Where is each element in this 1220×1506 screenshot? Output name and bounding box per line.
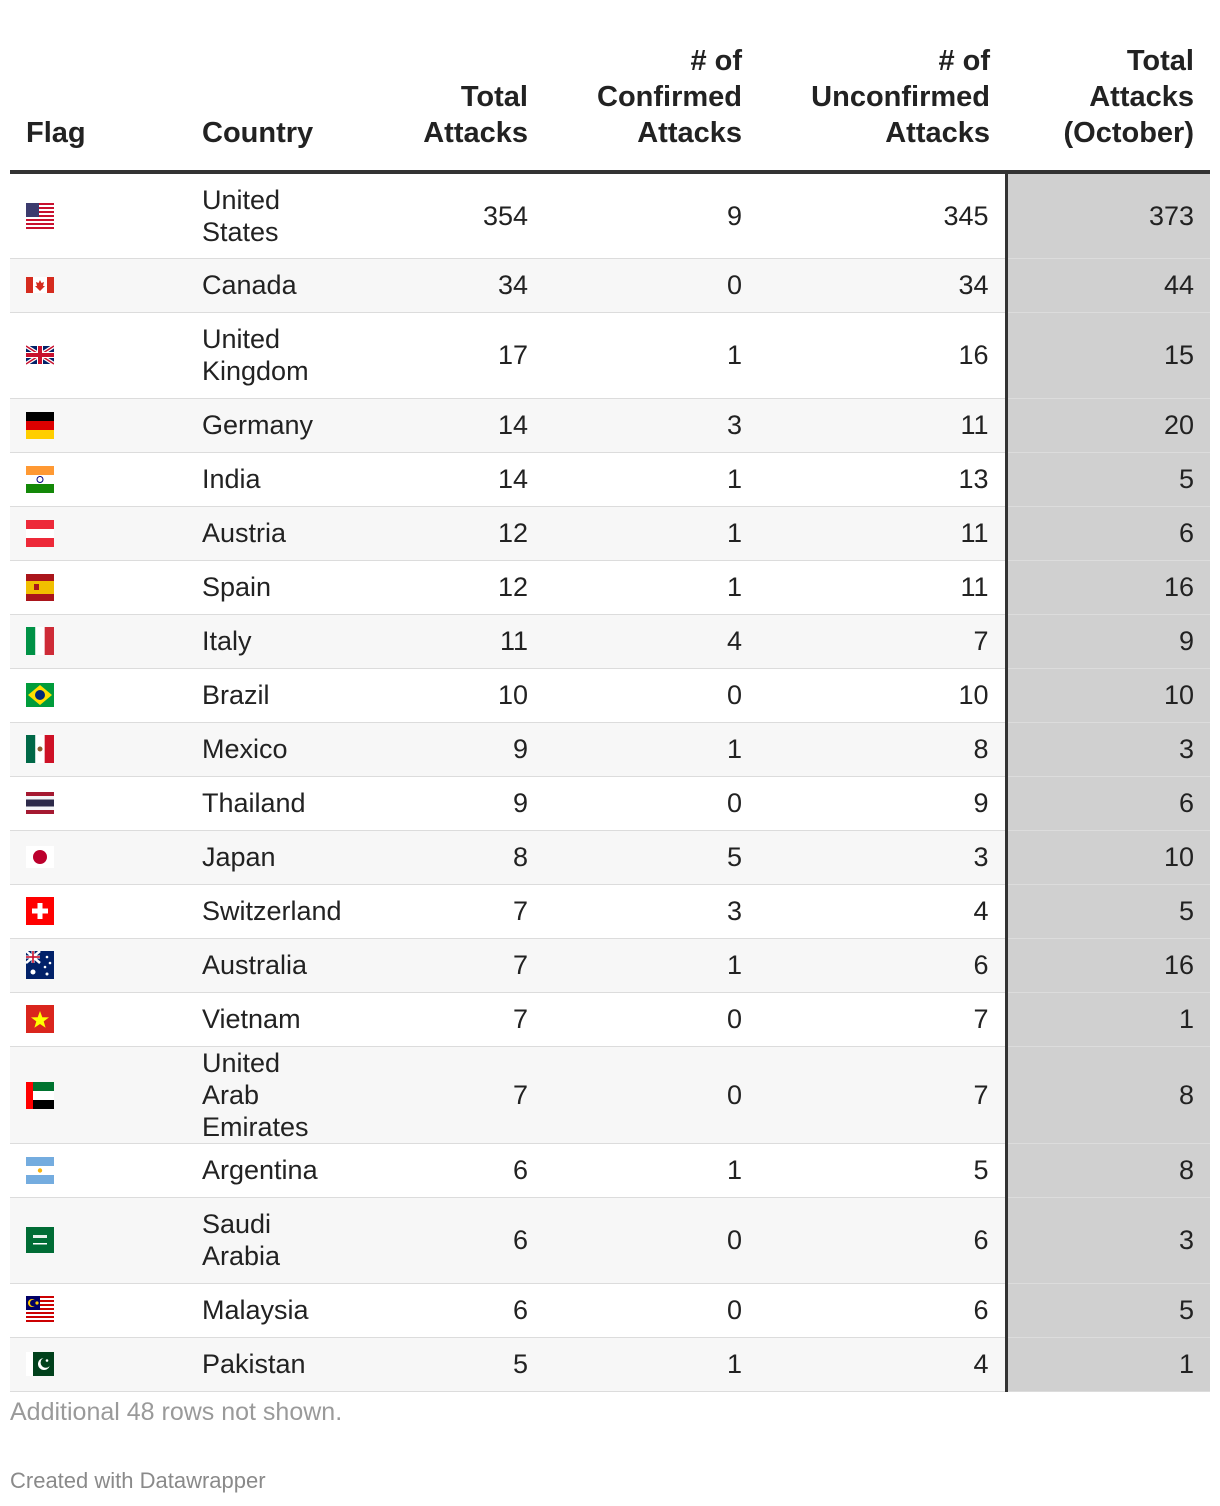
confirmed-attacks-cell: 1 bbox=[544, 506, 758, 560]
country-cell: Mexico bbox=[186, 722, 386, 776]
unconfirmed-attacks-cell: 6 bbox=[758, 1283, 1006, 1337]
flag-cell bbox=[10, 614, 186, 668]
october-attacks-cell: 44 bbox=[1006, 258, 1210, 312]
flag-cell bbox=[10, 992, 186, 1046]
october-attacks-cell: 9 bbox=[1006, 614, 1210, 668]
ae-flag-icon bbox=[26, 1081, 54, 1109]
table-row bbox=[10, 1143, 1210, 1197]
total-attacks-cell: 7 bbox=[386, 938, 544, 992]
country-cell: Argentina bbox=[186, 1143, 386, 1197]
october-attacks-cell: 3 bbox=[1006, 1197, 1210, 1283]
october-attacks-cell: 20 bbox=[1006, 398, 1210, 452]
total-attacks-cell: 7 bbox=[386, 884, 544, 938]
country-cell: Saudi Arabia bbox=[186, 1197, 386, 1283]
confirmed-attacks-cell: 4 bbox=[544, 614, 758, 668]
in-flag-icon bbox=[26, 465, 54, 493]
unconfirmed-attacks-cell: 11 bbox=[758, 506, 1006, 560]
flag-cell bbox=[10, 776, 186, 830]
unconfirmed-attacks-cell: 7 bbox=[758, 1046, 1006, 1143]
confirmed-attacks-cell: 5 bbox=[544, 830, 758, 884]
confirmed-attacks-cell: 0 bbox=[544, 1197, 758, 1283]
unconfirmed-attacks-cell: 4 bbox=[758, 884, 1006, 938]
jp-flag-icon bbox=[26, 843, 54, 871]
country-cell: United Arab Emirates bbox=[186, 1046, 386, 1143]
flag-cell bbox=[10, 938, 186, 992]
table-row bbox=[10, 614, 1210, 668]
total-attacks-cell: 17 bbox=[386, 312, 544, 398]
table-row bbox=[10, 1283, 1210, 1337]
october-attacks-cell: 10 bbox=[1006, 668, 1210, 722]
total-attacks-cell: 34 bbox=[386, 258, 544, 312]
header-country[interactable]: Country bbox=[186, 0, 386, 172]
gb-flag-icon bbox=[26, 341, 54, 369]
unconfirmed-attacks-cell: 6 bbox=[758, 938, 1006, 992]
flag-cell bbox=[10, 312, 186, 398]
october-attacks-cell: 16 bbox=[1006, 560, 1210, 614]
flag-cell bbox=[10, 452, 186, 506]
flag-cell bbox=[10, 398, 186, 452]
country-cell: Brazil bbox=[186, 668, 386, 722]
october-attacks-cell: 8 bbox=[1006, 1143, 1210, 1197]
attacks-table bbox=[10, 0, 1210, 1392]
total-attacks-cell: 5 bbox=[386, 1337, 544, 1391]
table-row bbox=[10, 776, 1210, 830]
ch-flag-icon bbox=[26, 897, 54, 925]
total-attacks-cell: 14 bbox=[386, 452, 544, 506]
flag-cell bbox=[10, 1337, 186, 1391]
october-attacks-cell: 5 bbox=[1006, 884, 1210, 938]
flag-cell bbox=[10, 172, 186, 258]
confirmed-attacks-cell: 1 bbox=[544, 312, 758, 398]
unconfirmed-attacks-cell: 8 bbox=[758, 722, 1006, 776]
unconfirmed-attacks-cell: 4 bbox=[758, 1337, 1006, 1391]
header-flag[interactable]: Flag bbox=[10, 0, 186, 172]
vn-flag-icon bbox=[26, 1005, 54, 1033]
confirmed-attacks-cell: 1 bbox=[544, 560, 758, 614]
confirmed-attacks-cell: 0 bbox=[544, 1046, 758, 1143]
country-cell: Thailand bbox=[186, 776, 386, 830]
confirmed-attacks-cell: 1 bbox=[544, 938, 758, 992]
confirmed-attacks-cell: 0 bbox=[544, 258, 758, 312]
table-row bbox=[10, 884, 1210, 938]
total-attacks-cell: 10 bbox=[386, 668, 544, 722]
mx-flag-icon bbox=[26, 735, 54, 763]
flag-cell bbox=[10, 560, 186, 614]
total-attacks-cell: 12 bbox=[386, 560, 544, 614]
october-attacks-cell: 15 bbox=[1006, 312, 1210, 398]
table-row bbox=[10, 992, 1210, 1046]
october-attacks-cell: 16 bbox=[1006, 938, 1210, 992]
october-attacks-cell: 10 bbox=[1006, 830, 1210, 884]
country-cell: Vietnam bbox=[186, 992, 386, 1046]
country-cell: Switzerland bbox=[186, 884, 386, 938]
th-flag-icon bbox=[26, 789, 54, 817]
rows-not-shown-note: Additional 48 rows not shown. bbox=[10, 1398, 343, 1426]
total-attacks-cell: 8 bbox=[386, 830, 544, 884]
unconfirmed-attacks-cell: 7 bbox=[758, 992, 1006, 1046]
total-attacks-cell: 6 bbox=[386, 1197, 544, 1283]
total-attacks-cell: 11 bbox=[386, 614, 544, 668]
au-flag-icon bbox=[26, 951, 54, 979]
unconfirmed-attacks-cell: 11 bbox=[758, 398, 1006, 452]
country-cell: Austria bbox=[186, 506, 386, 560]
total-attacks-cell: 7 bbox=[386, 1046, 544, 1143]
table-row bbox=[10, 1337, 1210, 1391]
flag-cell bbox=[10, 1197, 186, 1283]
table-row bbox=[10, 668, 1210, 722]
country-cell: Germany bbox=[186, 398, 386, 452]
total-attacks-cell: 9 bbox=[386, 722, 544, 776]
confirmed-attacks-cell: 3 bbox=[544, 398, 758, 452]
flag-cell bbox=[10, 722, 186, 776]
table-row bbox=[10, 1197, 1210, 1283]
confirmed-attacks-cell: 0 bbox=[544, 668, 758, 722]
ar-flag-icon bbox=[26, 1156, 54, 1184]
us-flag-icon bbox=[26, 202, 54, 230]
flag-cell bbox=[10, 258, 186, 312]
flag-cell bbox=[10, 1046, 186, 1143]
table-container bbox=[10, 0, 1210, 1392]
country-cell: Pakistan bbox=[186, 1337, 386, 1391]
country-cell: India bbox=[186, 452, 386, 506]
confirmed-attacks-cell: 1 bbox=[544, 452, 758, 506]
table-body bbox=[10, 172, 1210, 1391]
unconfirmed-attacks-cell: 13 bbox=[758, 452, 1006, 506]
table-row bbox=[10, 560, 1210, 614]
total-attacks-cell: 6 bbox=[386, 1143, 544, 1197]
confirmed-attacks-cell: 9 bbox=[544, 172, 758, 258]
table-row bbox=[10, 172, 1210, 258]
unconfirmed-attacks-cell: 7 bbox=[758, 614, 1006, 668]
flag-cell bbox=[10, 830, 186, 884]
table-row bbox=[10, 506, 1210, 560]
country-cell: Australia bbox=[186, 938, 386, 992]
total-attacks-cell: 12 bbox=[386, 506, 544, 560]
confirmed-attacks-cell: 1 bbox=[544, 1337, 758, 1391]
unconfirmed-attacks-cell: 9 bbox=[758, 776, 1006, 830]
at-flag-icon bbox=[26, 519, 54, 547]
confirmed-attacks-cell: 1 bbox=[544, 722, 758, 776]
country-cell: Canada bbox=[186, 258, 386, 312]
country-cell: Italy bbox=[186, 614, 386, 668]
br-flag-icon bbox=[26, 681, 54, 709]
october-attacks-cell: 8 bbox=[1006, 1046, 1210, 1143]
header-unconfirmed-attacks[interactable]: # of Unconfirmed Attacks bbox=[758, 0, 1006, 172]
unconfirmed-attacks-cell: 6 bbox=[758, 1197, 1006, 1283]
pk-flag-icon bbox=[26, 1350, 54, 1378]
de-flag-icon bbox=[26, 411, 54, 439]
october-attacks-cell: 6 bbox=[1006, 776, 1210, 830]
flag-cell bbox=[10, 668, 186, 722]
unconfirmed-attacks-cell: 5 bbox=[758, 1143, 1006, 1197]
country-cell: Japan bbox=[186, 830, 386, 884]
unconfirmed-attacks-cell: 16 bbox=[758, 312, 1006, 398]
it-flag-icon bbox=[26, 627, 54, 655]
unconfirmed-attacks-cell: 11 bbox=[758, 560, 1006, 614]
total-attacks-cell: 9 bbox=[386, 776, 544, 830]
october-attacks-cell: 3 bbox=[1006, 722, 1210, 776]
total-attacks-cell: 7 bbox=[386, 992, 544, 1046]
country-cell: United Kingdom bbox=[186, 312, 386, 398]
ca-flag-icon bbox=[26, 271, 54, 299]
unconfirmed-attacks-cell: 10 bbox=[758, 668, 1006, 722]
total-attacks-cell: 6 bbox=[386, 1283, 544, 1337]
country-cell: Malaysia bbox=[186, 1283, 386, 1337]
table-row bbox=[10, 452, 1210, 506]
confirmed-attacks-cell: 0 bbox=[544, 992, 758, 1046]
confirmed-attacks-cell: 3 bbox=[544, 884, 758, 938]
es-flag-icon bbox=[26, 573, 54, 601]
table-row bbox=[10, 312, 1210, 398]
table-row bbox=[10, 938, 1210, 992]
header-confirmed-attacks[interactable]: # of Confirmed Attacks bbox=[544, 0, 758, 172]
october-attacks-cell: 5 bbox=[1006, 1283, 1210, 1337]
flag-cell bbox=[10, 506, 186, 560]
total-attacks-cell: 354 bbox=[386, 172, 544, 258]
table-row bbox=[10, 830, 1210, 884]
flag-cell bbox=[10, 1143, 186, 1197]
header-total-attacks[interactable]: Total Attacks bbox=[386, 0, 544, 172]
table-row bbox=[10, 722, 1210, 776]
table-row bbox=[10, 1046, 1210, 1143]
flag-cell bbox=[10, 1283, 186, 1337]
unconfirmed-attacks-cell: 34 bbox=[758, 258, 1006, 312]
october-attacks-cell: 373 bbox=[1006, 172, 1210, 258]
october-attacks-cell: 1 bbox=[1006, 992, 1210, 1046]
country-cell: United States bbox=[186, 172, 386, 258]
flag-cell bbox=[10, 884, 186, 938]
country-cell: Spain bbox=[186, 560, 386, 614]
sa-flag-icon bbox=[26, 1226, 54, 1254]
total-attacks-cell: 14 bbox=[386, 398, 544, 452]
confirmed-attacks-cell: 0 bbox=[544, 776, 758, 830]
header-october-attacks[interactable]: Total Attacks (October) bbox=[1006, 0, 1210, 172]
october-attacks-cell: 1 bbox=[1006, 1337, 1210, 1391]
datawrapper-credit: Created with Datawrapper bbox=[10, 1468, 266, 1493]
unconfirmed-attacks-cell: 3 bbox=[758, 830, 1006, 884]
confirmed-attacks-cell: 1 bbox=[544, 1143, 758, 1197]
october-attacks-cell: 5 bbox=[1006, 452, 1210, 506]
my-flag-icon bbox=[26, 1296, 54, 1324]
header-row bbox=[10, 0, 1210, 172]
table-row bbox=[10, 258, 1210, 312]
confirmed-attacks-cell: 0 bbox=[544, 1283, 758, 1337]
october-attacks-cell: 6 bbox=[1006, 506, 1210, 560]
unconfirmed-attacks-cell: 345 bbox=[758, 172, 1006, 258]
table-row bbox=[10, 398, 1210, 452]
